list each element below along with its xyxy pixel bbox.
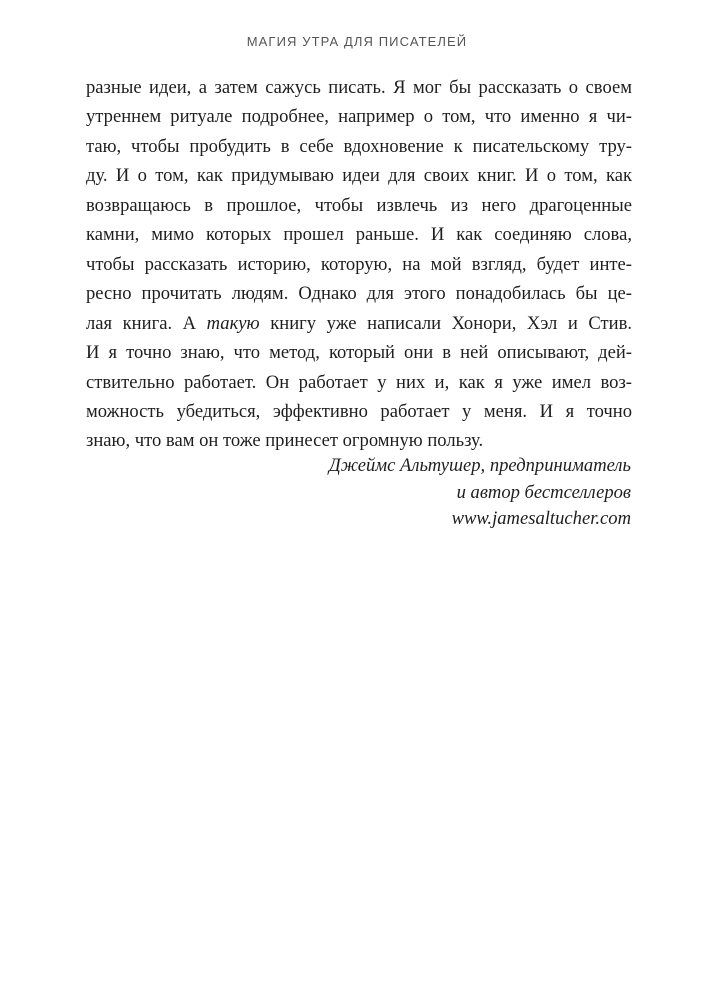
text-line: возвращаюсь в прошлое, чтобы извлечь из него драгоценные <box>86 194 632 216</box>
text-line: камни, мимо которых прошел раньше. И как соединяю слова, <box>86 224 632 246</box>
signature-block <box>329 453 631 533</box>
text-line: ресно прочитать людям. Однако для этого понадобилась бы це- <box>86 283 632 305</box>
text-line: знаю, что вам он тоже принесет огромную пользу. <box>86 430 484 452</box>
text-line: И я точно знаю, что метод, который они в ней описывают, дей- <box>86 342 632 364</box>
text-fragment: лая книга. А <box>86 312 207 334</box>
text-line: можность убедиться, эффективно работает у меня. И я точно <box>86 400 632 422</box>
text-fragment: книгу уже написали Хонори, Хэл и Стив. <box>259 312 632 334</box>
text-line: ду. И о том, как придумываю идеи для своих книг. И о том, как <box>86 165 632 187</box>
body-text <box>86 73 632 456</box>
text-line: таю, чтобы пробудить в себе вдохновение к писательскому тру- <box>86 135 632 157</box>
author-website: www.jamesaltucher.com <box>451 508 631 529</box>
text-line: утреннем ритуале подробнее, например о том, что именно я чи- <box>86 106 632 128</box>
text-line: чтобы рассказать историю, которую, на мой взгляд, будет инте- <box>86 253 632 275</box>
emphasized-word: такую <box>206 312 260 334</box>
author-name: Джеймс Альтушер, предприниматель <box>328 455 631 476</box>
text-line: ствительно работает. Он работает у них и, как я уже имел воз- <box>86 371 632 393</box>
text-line-with-emphasis <box>86 309 632 338</box>
text-line: разные идеи, а затем сажусь писать. Я мог бы рассказать о своем <box>86 77 632 98</box>
author-role: и автор бестселлеров <box>456 481 631 503</box>
running-header: МАГИЯ УТРА ДЛЯ ПИСАТЕЛЕЙ <box>246 34 468 49</box>
